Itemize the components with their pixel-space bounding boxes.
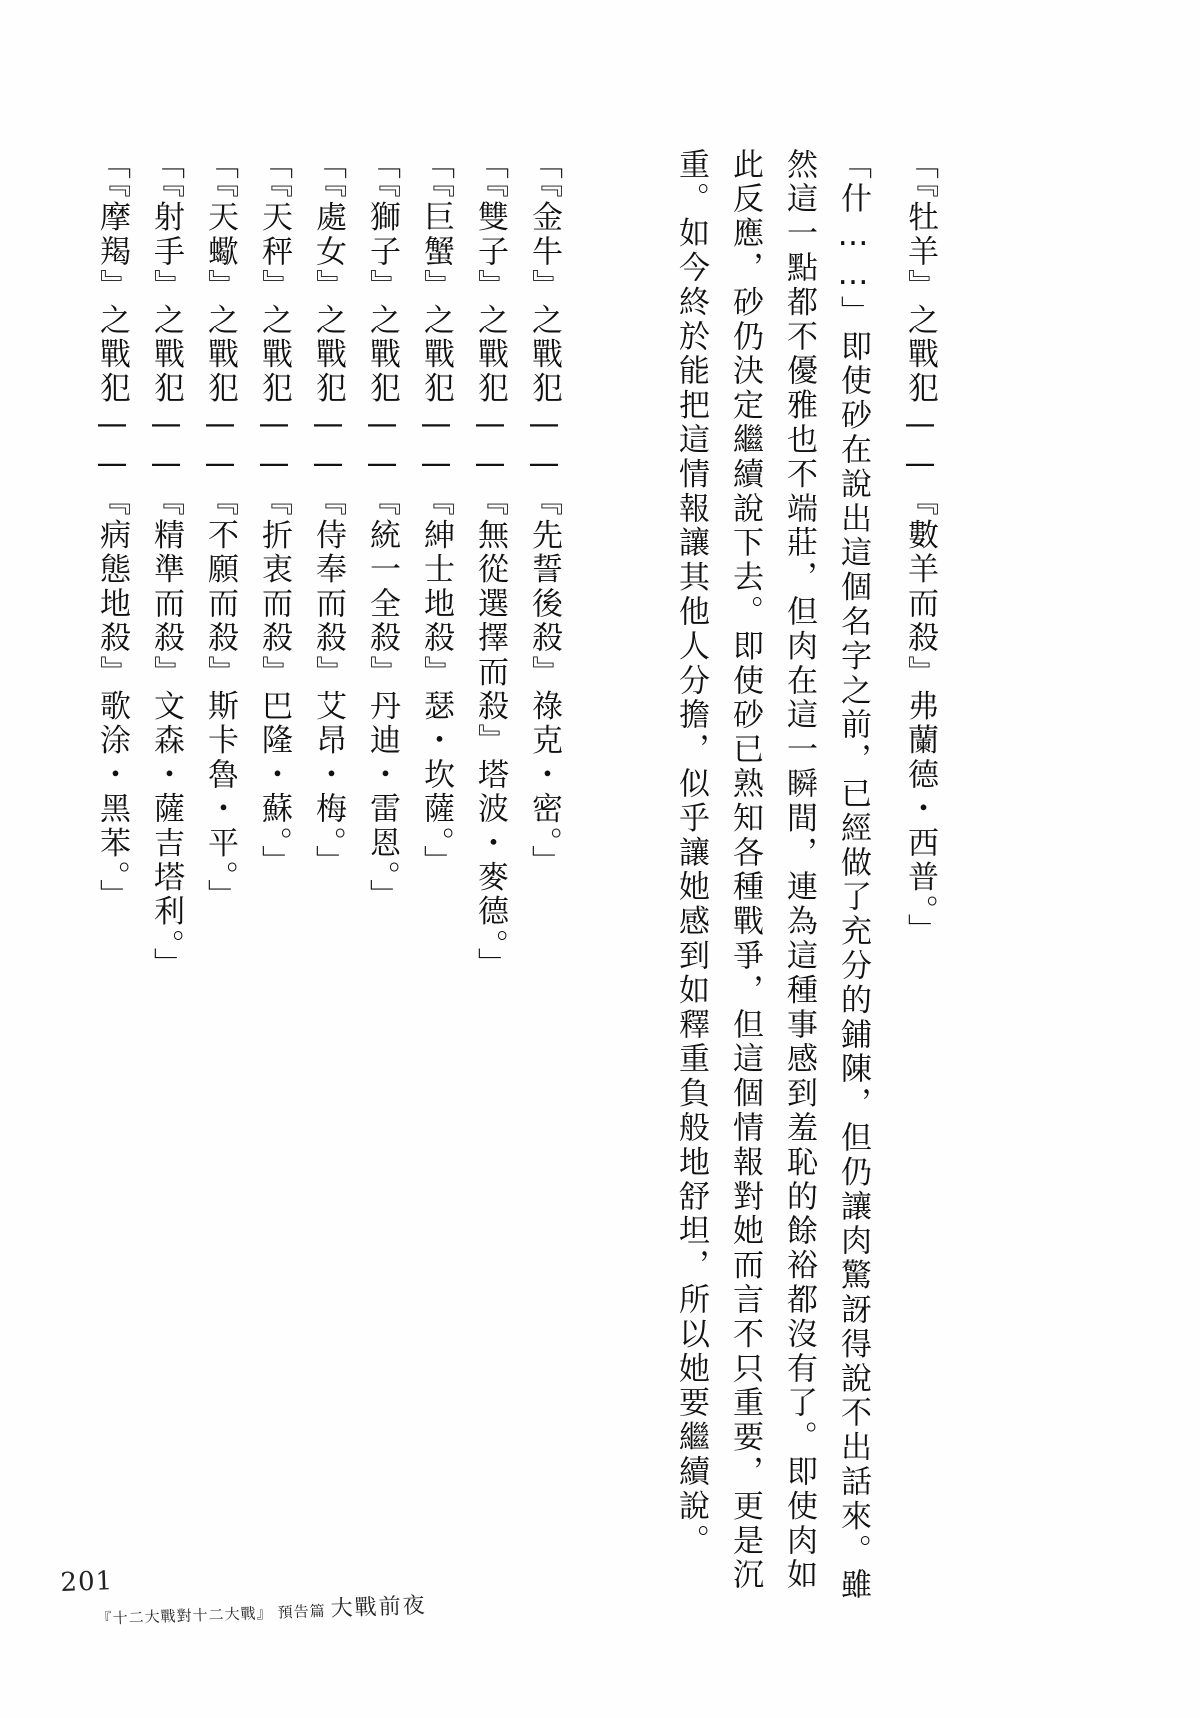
list-item-cancer: 「『巨蟹』之戰犯——『紳士地殺』瑟・坎薩。」 (418, 148, 454, 880)
list-item-taurus: 「『金牛』之戰犯——『先誓後殺』祿克・密。」 (526, 148, 562, 880)
list-item-capricorn: 「『摩羯』之戰犯——『病態地殺』歌涂・黑苯。」 (94, 148, 130, 914)
footer-chapter-title: 大戰前夜 (330, 1593, 428, 1622)
paragraph-column-1: 「什……」即使砂在說出這個名字之前，已經做了充分的鋪陳，但仍讓肉驚訝得說不出話來。雖 (835, 148, 871, 1603)
opening-line-aries: 「『牡羊』之戰犯——『數羊而殺』弗蘭德・西普。」 (902, 148, 938, 948)
list-item-virgo: 「『處女』之戰犯——『侍奉而殺』艾昂・梅。」 (310, 148, 346, 880)
list-item-gemini: 「『雙子』之戰犯——『無從選擇而殺』塔波・麥德。」 (472, 148, 508, 982)
paragraph-column-4: 重。如今終於能把這情報讓其他人分擔，似乎讓她感到如釋重負般地舒坦，所以她要繼續說。 (673, 148, 709, 1559)
list-item-sagittarius: 「『射手』之戰犯——『精準而殺』文森・薩吉塔利。」 (148, 148, 184, 982)
paragraph-column-2: 然這一點都不優雅也不端莊，但肉在這一瞬間，連為這種事感到羞恥的餘裕都沒有了。即使肉如 (781, 148, 817, 1593)
list-item-libra: 「『天秤』之戰犯——『折衷而殺』巴隆・蘇。」 (256, 148, 292, 880)
paragraph-column-3: 此反應，砂仍決定繼續說下去。即使砂已熟知各種戰爭，但這個情報對她而言不只重要，更是沉 (727, 148, 763, 1593)
list-item-scorpio: 「『天蠍』之戰犯——『不願而殺』斯卡魯・平。」 (202, 148, 238, 914)
footer-book-title: 『十二大戰對十二大戰』 (96, 1603, 273, 1628)
list-item-leo: 「『獅子』之戰犯——『統一全殺』丹迪・雷恩。」 (364, 148, 400, 914)
page-number: 201 (60, 1566, 114, 1598)
running-footer (96, 1588, 427, 1631)
footer-part-label: 預告篇 (277, 1601, 326, 1622)
